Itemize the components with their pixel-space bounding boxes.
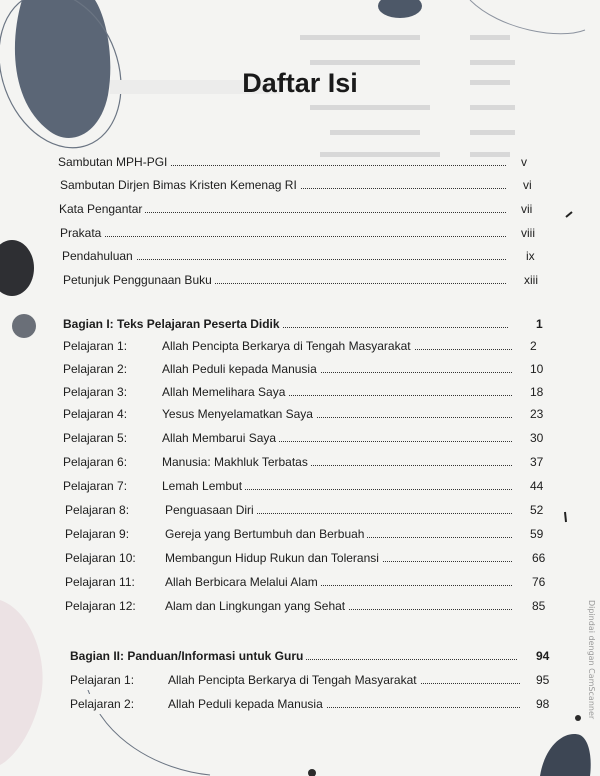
lesson-number: Pelajaran 12: — [65, 596, 139, 616]
lesson-title: Allah Peduli kepada Manusia — [162, 359, 320, 379]
page-number: xiii — [524, 273, 538, 287]
table-row — [0, 336, 600, 356]
page-number: 30 — [530, 431, 544, 445]
table-row — [0, 500, 600, 520]
page-number: v — [521, 155, 527, 169]
front-matter-entry — [0, 152, 600, 172]
lesson-number: Pelajaran 3: — [63, 382, 130, 402]
table-row — [0, 524, 600, 544]
lesson-title: Manusia: Makhluk Terbatas — [162, 452, 311, 472]
entry-label: Bagian II: Panduan/Informasi untuk Guru — [70, 646, 306, 666]
page-number: vii — [521, 202, 533, 216]
page-number: 85 — [532, 599, 546, 613]
entry-label: Bagian I: Teks Pelajaran Peserta Didik — [63, 314, 283, 334]
page-number: 18 — [530, 385, 544, 399]
entry-label: Pendahuluan — [62, 246, 136, 266]
page-number: 23 — [530, 407, 544, 421]
page-number: vi — [523, 178, 532, 192]
table-row — [0, 670, 600, 690]
table-row — [0, 596, 600, 616]
lesson-number: Pelajaran 4: — [63, 404, 130, 424]
page-number: ix — [526, 249, 535, 263]
bottom-center-dot — [308, 769, 316, 776]
lesson-title: Allah Peduli kepada Manusia — [168, 694, 326, 714]
lesson-title: Yesus Menyelamatkan Saya — [162, 404, 316, 424]
lesson-title: Alam dan Lingkungan yang Sehat — [165, 596, 348, 616]
front-matter-entry — [0, 223, 600, 243]
page-number: 44 — [530, 479, 544, 493]
page-title: Daftar Isi — [242, 68, 358, 98]
lesson-number: Pelajaran 11: — [65, 572, 138, 592]
table-row — [0, 572, 600, 592]
table-row — [0, 382, 600, 402]
lesson-number: Pelajaran 1: — [70, 670, 137, 690]
scanner-watermark: Dipindai dengan CamScanner — [587, 600, 596, 720]
right-edge-dot — [575, 715, 581, 721]
page-number: 1 — [536, 317, 543, 331]
leader-dots — [66, 236, 506, 237]
lesson-number: Pelajaran 7: — [63, 476, 130, 496]
lesson-title: Allah Pencipta Berkarya di Tengah Masyarakat — [168, 670, 420, 690]
entry-label: Sambutan Dirjen Bimas Kristen Kemenag RI — [60, 175, 300, 195]
lesson-title: Gereja yang Bertumbuh dan Berbuah — [165, 524, 367, 544]
lesson-number: Pelajaran 8: — [65, 500, 132, 520]
front-matter-entry — [0, 246, 600, 266]
lesson-number: Pelajaran 10: — [65, 548, 139, 568]
lesson-title: Allah Membarui Saya — [162, 428, 279, 448]
entry-label: Prakata — [60, 223, 104, 243]
page-number: 52 — [530, 503, 544, 517]
lesson-number: Pelajaran 2: — [70, 694, 137, 714]
page-number: 59 — [530, 527, 544, 541]
part2-heading — [0, 646, 600, 666]
lesson-title: Allah Pencipta Berkarya di Tengah Masyarakat — [162, 336, 414, 356]
lesson-title: Lemah Lembut — [162, 476, 245, 496]
lesson-number: Pelajaran 2: — [63, 359, 130, 379]
page-number: viii — [521, 226, 535, 240]
top-right-arc — [470, 0, 585, 34]
entry-label: Petunjuk Penggunaan Buku — [63, 270, 215, 290]
table-row — [0, 694, 600, 714]
front-matter-entry — [0, 270, 600, 290]
table-row — [0, 548, 600, 568]
page-number: 2 — [530, 339, 537, 353]
table-row — [0, 428, 600, 448]
table-row — [0, 476, 600, 496]
front-matter-entry — [0, 199, 600, 219]
front-matter-entry — [0, 175, 600, 195]
page-number: 76 — [532, 575, 546, 589]
table-row — [0, 404, 600, 424]
page-number: 37 — [530, 455, 544, 469]
entry-label: Sambutan MPH-PGI — [58, 152, 170, 172]
bottom-right-shape — [540, 734, 591, 776]
page-number: 10 — [530, 362, 544, 376]
lesson-title: Allah Memelihara Saya — [162, 382, 288, 402]
lesson-number: Pelajaran 1: — [63, 336, 130, 356]
part1-heading — [0, 314, 600, 334]
page-number: 94 — [536, 649, 550, 663]
lesson-number: Pelajaran 9: — [65, 524, 132, 544]
lesson-number: Pelajaran 5: — [63, 428, 130, 448]
lesson-title: Membangun Hidup Rukun dan Toleransi — [165, 548, 382, 568]
lesson-number: Pelajaran 6: — [63, 452, 130, 472]
table-row — [0, 452, 600, 472]
table-row — [0, 359, 600, 379]
top-right-shape — [378, 0, 422, 18]
entry-label: Kata Pengantar — [59, 199, 145, 219]
page-number: 66 — [532, 551, 546, 565]
lesson-title: Penguasaan Diri — [165, 500, 257, 520]
lesson-title: Allah Berbicara Melalui Alam — [165, 572, 321, 592]
page-number: 95 — [536, 673, 550, 687]
page-number: 98 — [536, 697, 550, 711]
